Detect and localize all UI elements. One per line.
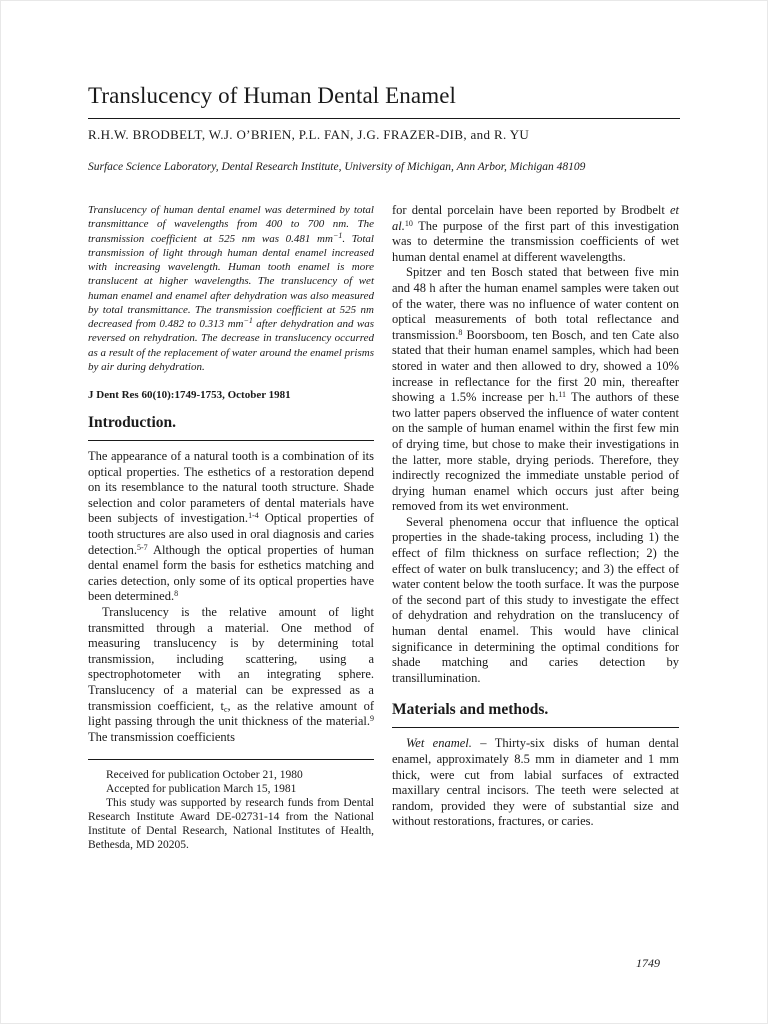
article-title: Translucency of Human Dental Enamel: [88, 83, 456, 108]
intro-paragraph-1: [88, 449, 374, 605]
methods-text: – Thirty-six disks of human dental enamel, approximately 8.5 mm in diameter and 1 mm thick, were cut from labial surfaces of extracted maxillary central incisors. The teeth were selected at random, provided they were of substantial size and without restorations, fractures, or caries.: [392, 736, 679, 829]
intro-p2-text-c: The transmission coefficients: [88, 729, 235, 744]
intro-p2-text-a: Translucency is the relative amount of light transmitted through a material. One method of measuring translucency is by determining total transmission, including scattering, using a spectrophotometer with an integrating sphere. Translucency of a material can be expressed as a transmission coefficient, t: [88, 604, 374, 713]
footnote-rule: [88, 759, 374, 760]
intro-paragraph-3: [392, 203, 679, 265]
page-number: 1749: [636, 956, 660, 970]
abstract: [88, 203, 374, 374]
reference-marker: 1-4: [248, 511, 259, 521]
intro-paragraph-5: Several phenomena occur that influence the optical properties in the shade-taking process, including 1) the effect of film thickness on surface reflection; 2) the effect of water on bulk translucency; and 3) the effect of water content below the tooth surface. It was the purpose of the second part of this study to investigate the effect of dehydration and rehydration on the translucency of human dental enamel. This would have clinical significance in determining the optimal conditions for shade matching and caries detection by transillumination.: [392, 514, 679, 685]
intro-p4-text-a: Spitzer and ten Bosch stated that between five min and 48 h after the human enamel samples were taken out of the water, there was no influence of water content on optical measurements of both total reflectance and transmission.: [392, 265, 679, 342]
title-rule: [88, 118, 680, 119]
section-rule: [88, 440, 374, 441]
abstract-text-1: Translucency of human dental enamel was determined by total transmittance of wavelengths from 400 to 700 nm. The transmission coefficient at 525 nm was 0.481 mm: [88, 204, 374, 245]
intro-p4-text-b: Boorsboom, ten Bosch, and ten Cate also stated that their human enamel samples, which had been stored in water and then allowed to dry, showed a 10% increase in reflectance for the first 20 min, thereafter showing a 1.5% increase per h.: [392, 327, 679, 405]
left-column: [88, 203, 374, 852]
received-note: Received for publication October 21, 1980: [106, 769, 303, 782]
reference-marker: 11: [558, 390, 567, 400]
intro-paragraph-4: [392, 265, 679, 515]
intro-p3-text-b: The purpose of the first part of this investigation was to determine the transmission coefficients of wet human dental enamel at different wavelengths.: [392, 218, 679, 264]
wet-enamel-lead: Wet enamel.: [406, 736, 472, 751]
reference-marker: 8: [458, 327, 463, 337]
intro-p3-text-a: for dental porcelain have been reported by Brodbelt: [392, 203, 670, 217]
section-rule: [392, 727, 679, 728]
accepted-note: Accepted for publication March 15, 1981: [106, 783, 297, 796]
intro-p4-text-c: The authors of these two latter papers observed the influence of water content on the sample of human enamel within the first few min of drying time, but chose to make their investigations in the latter, more stable, drying periods. Therefore, they indirectly recognized the immediate unstable period of drying human enamel which occurs just after being removed from its wet environment.: [392, 390, 680, 514]
abstract-unit-exponent-2: −1: [243, 316, 253, 325]
methods-paragraph-1: [392, 736, 679, 830]
intro-p1-text-a: The appearance of a natural tooth is a combination of its optical properties. The esthetics of a restoration depend on its resemblance to the natural tooth structure. Shade selection and color parameters of dental materials have been subjects of investigation.: [88, 449, 374, 526]
intro-p1-text-c: Although the optical properties of human dental enamel form the basis for esthetics matching and caries detection, only some of its optical properties have been determined.: [88, 542, 374, 604]
right-column: [392, 203, 679, 830]
intro-paragraph-2: [88, 605, 374, 745]
abstract-text-3: after dehydration and was reversed on rehydration. The decrease in translucency occurred as a result of the replacement of water around the enamel prisms by air during dehydration.: [88, 318, 374, 373]
abstract-text-2: . Total transmission of light through human dental enamel increased with increasing wavelength. Human tooth enamel is more translucent at higher wavelengths. The translucency of wet human enamel and enamel after dehydration was also measured by total transmittance. The transmission coefficient at 525 nm decreased from 0.482 to 0.313 mm: [88, 232, 374, 330]
reference-marker: 10: [404, 218, 413, 228]
intro-p1-text-b: Optical properties of tooth structures are also used in oral diagnosis and caries detection.: [88, 511, 374, 557]
methods-heading: Materials and methods.: [392, 701, 549, 719]
journal-citation: J Dent Res 60(10):1749-1753, October 1981: [88, 389, 291, 401]
affiliation: Surface Science Laboratory, Dental Research Institute, University of Michigan, Ann Arbor, Michigan 48109: [88, 161, 586, 173]
author-list: R.H.W. BRODBELT, W.J. O’BRIEN, P.L. FAN, J.G. FRAZER-DIB, and R. YU: [88, 127, 530, 142]
reference-marker: 8: [174, 589, 179, 599]
intro-p2-text-b: , as the relative amount of light passing through the unit thickness of the material.: [88, 698, 374, 729]
abstract-unit-exponent-1: −1: [332, 230, 343, 240]
et-al: et al.: [392, 203, 679, 233]
support-note: This study was supported by research funds from Dental Research Institute Award DE-02731-14 from the National Institute of Dental Research, National Institutes of Health, Bethesda, MD 20205.: [88, 797, 374, 852]
reference-marker: 9: [370, 714, 374, 724]
introduction-heading: Introduction.: [88, 414, 176, 431]
transmission-subscript: c: [223, 704, 228, 714]
reference-marker: 5-7: [136, 542, 148, 552]
